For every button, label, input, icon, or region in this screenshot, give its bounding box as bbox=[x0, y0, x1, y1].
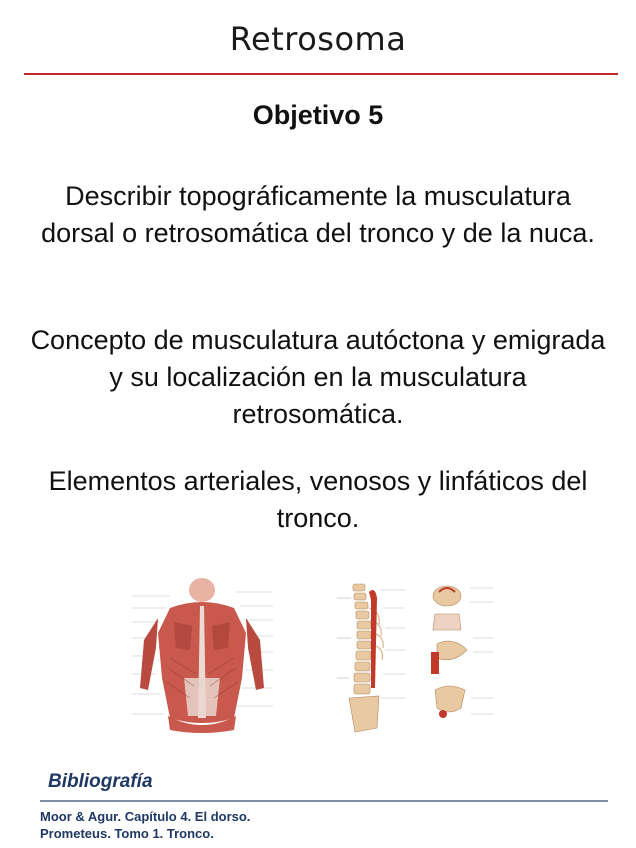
back-muscles-illustration bbox=[130, 578, 275, 736]
bibliography-divider bbox=[40, 800, 608, 802]
spine-vessels-illustration bbox=[335, 578, 495, 736]
objective-text-2: Concepto de musculatura autóctona y emigrada y su localización en la musculatura retrosomática. bbox=[30, 325, 606, 429]
bibliography-heading: Bibliografía bbox=[48, 771, 153, 792]
reference-item: Prometeus. Tomo 1. Tronco. bbox=[40, 826, 214, 841]
reference-item: Moor & Agur. Capítulo 4. El dorso. bbox=[40, 809, 251, 824]
objective-text-1: Describir topográficamente la musculatura dorsal o retrosomática del tronco y de la nuca. bbox=[41, 181, 595, 248]
slide-title: Retrosoma bbox=[229, 20, 407, 58]
objective-text-3: Elementos arteriales, venosos y linfáticos del tronco. bbox=[48, 466, 588, 533]
objective-heading: Objetivo 5 bbox=[252, 100, 384, 130]
title-divider bbox=[24, 73, 618, 75]
